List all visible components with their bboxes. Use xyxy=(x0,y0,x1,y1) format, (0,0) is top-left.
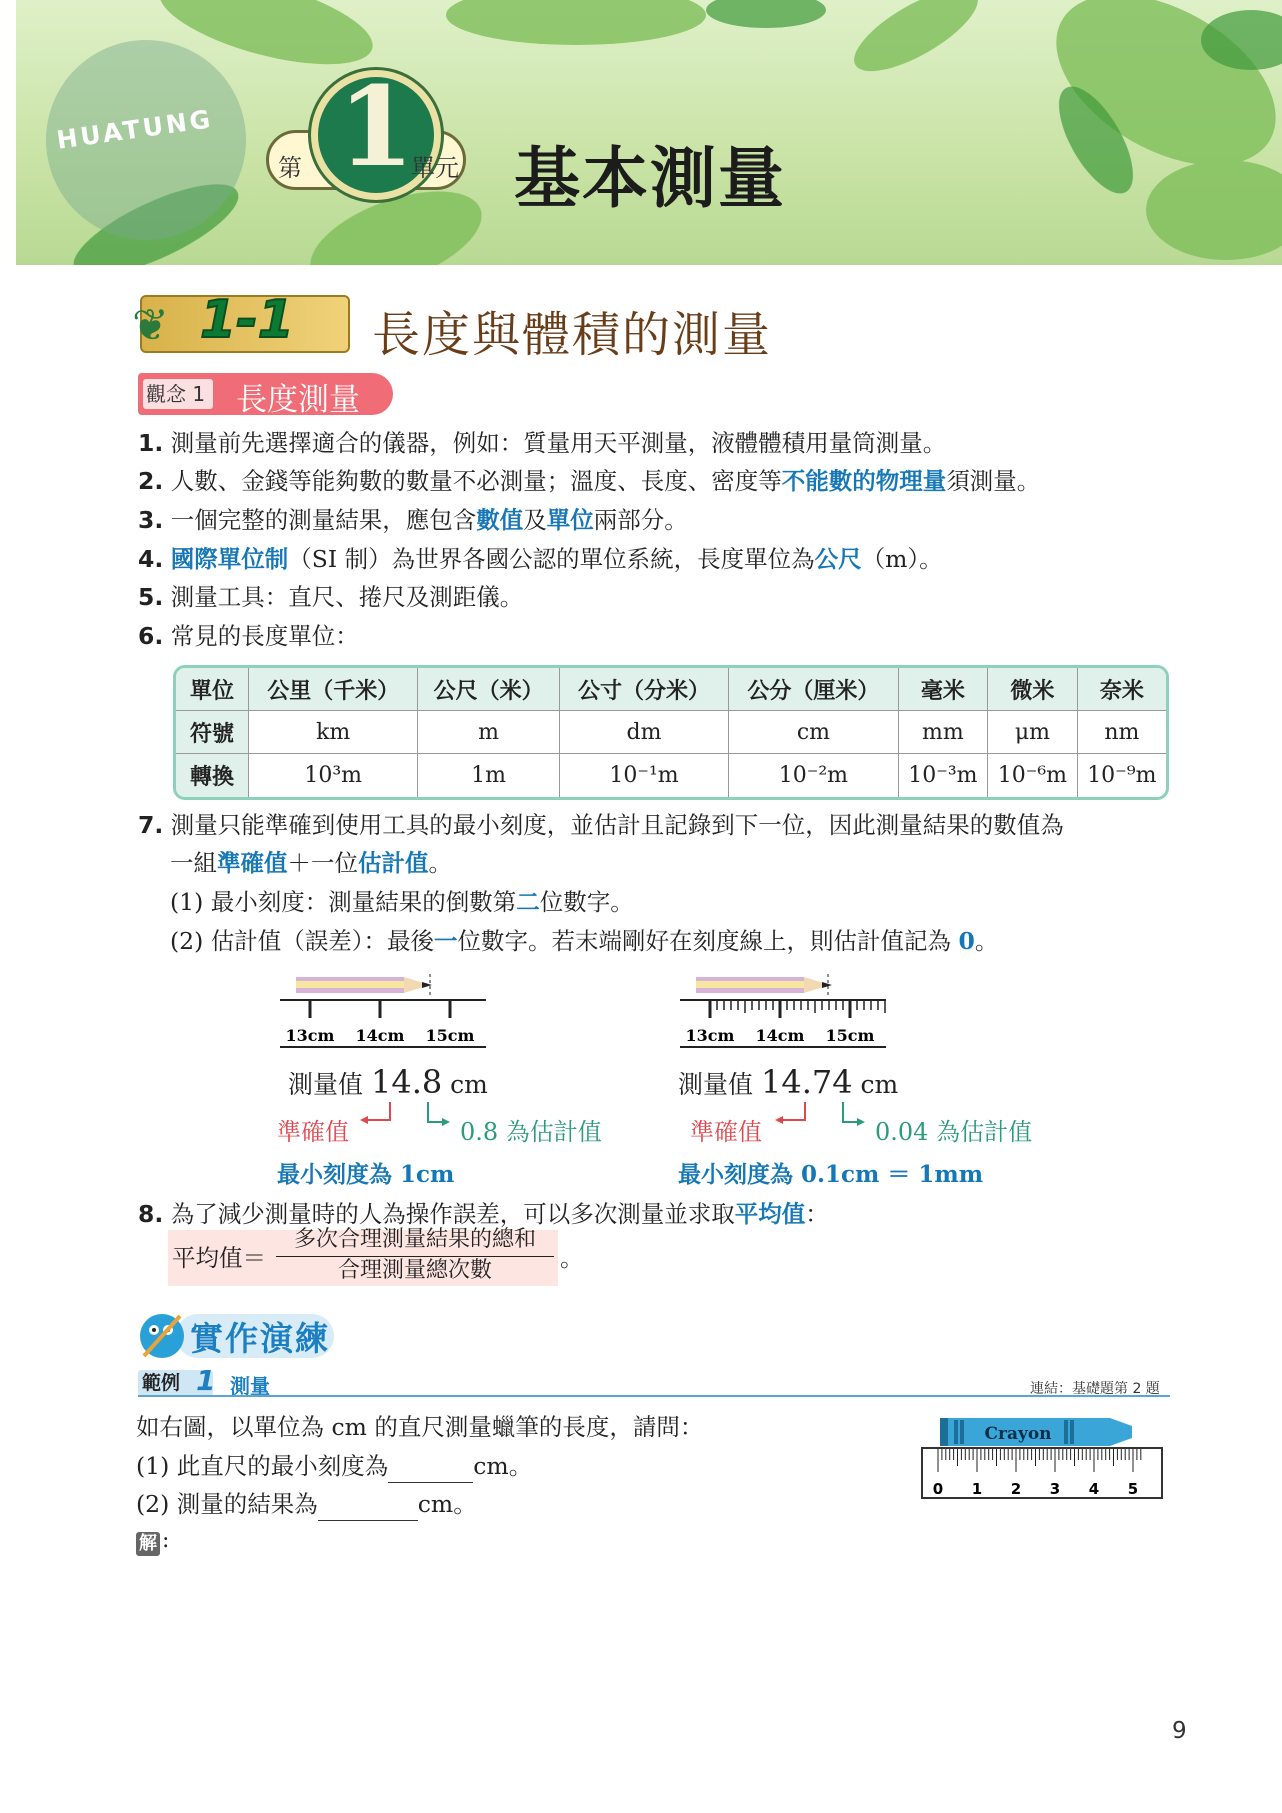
table-cell: dm xyxy=(560,711,729,754)
table-cell: km xyxy=(249,711,418,754)
ruler-number: 1 xyxy=(971,1480,983,1498)
unit-suffix: 單元 xyxy=(411,154,459,182)
table-header-row xyxy=(176,668,1166,711)
measurement-1: 測量值 14.8 cm xyxy=(288,1063,488,1101)
min-scale-label-1: 最小刻度為 1cm xyxy=(277,1161,455,1188)
table-cell: 轉換 xyxy=(176,754,249,797)
publisher-logo-text: HUATUNG xyxy=(54,104,215,155)
table-cell: 1m xyxy=(418,754,559,797)
solution-label: 解 xyxy=(136,1532,160,1556)
ruler-tick-label: 15cm xyxy=(825,1026,875,1045)
ruler-tick-label: 15cm xyxy=(425,1026,475,1045)
example-number: 1 xyxy=(196,1364,216,1397)
length-unit-table xyxy=(173,665,1169,800)
practice-title: 實作演練 xyxy=(190,1319,330,1358)
crayon-ruler-figure xyxy=(920,1412,1172,1502)
formula-numerator: 多次合理測量結果的總和 xyxy=(293,1227,536,1252)
ruler-tick-label: 13cm xyxy=(285,1026,335,1045)
example-q1: (1) 此直尺的最小刻度為 cm。 xyxy=(136,1449,532,1483)
example-title: 測量 xyxy=(230,1374,270,1398)
ruler-number: 2 xyxy=(1010,1480,1022,1498)
formula-label: 平均值＝ xyxy=(172,1244,266,1272)
table-cell: 10⁻²m xyxy=(729,754,898,797)
example-link-text: 連結：基礎題第 2 題 xyxy=(1030,1381,1160,1397)
annotation-arrows-1 xyxy=(360,1100,450,1140)
example-divider xyxy=(138,1395,1170,1397)
section-number: 1-1 xyxy=(200,290,294,350)
ruler-number: 4 xyxy=(1088,1480,1100,1498)
table-cell: mm xyxy=(899,711,989,754)
concept-point: 1. 測量前先選擇適合的儀器，例如：質量用天平測量，液體體積用量筒測量。 xyxy=(138,429,947,457)
ruler-number: 5 xyxy=(1127,1480,1139,1498)
example-q2: (2) 測量的結果為 cm。 xyxy=(136,1487,477,1521)
table-cell: 10⁻³m xyxy=(899,754,989,797)
concept-label: 觀念 1 xyxy=(143,379,213,409)
estimate-label-2: 0.04 為估計值 xyxy=(875,1118,1033,1146)
formula-denominator: 合理測量總次數 xyxy=(337,1258,492,1283)
table-cell: 10⁻¹m xyxy=(560,754,729,797)
fern-leaf-icon: ❦ xyxy=(132,300,169,351)
unit-prefix: 第 xyxy=(278,154,302,182)
table-cell: 符號 xyxy=(176,711,249,754)
point-7-sub-1: (1) 最小刻度：測量結果的倒數第二位數字。 xyxy=(170,888,634,916)
concept-point: 5. 測量工具：直尺、捲尺及測距儀。 xyxy=(138,583,524,611)
concept-point: 6. 常見的長度單位： xyxy=(138,622,359,650)
table-cell: cm xyxy=(729,711,898,754)
ruler-tick-label: 14cm xyxy=(755,1026,805,1045)
table-cell: m xyxy=(418,711,559,754)
pencil-ruler-figure-1 xyxy=(270,968,500,1050)
concept-point: 3. 一個完整的測量結果，應包含數值及單位兩部分。 xyxy=(138,506,688,534)
table-cell: 10⁻⁶m xyxy=(988,754,1078,797)
example-question: 如右圖，以單位為 cm 的直尺測量蠟筆的長度，請問： xyxy=(136,1413,704,1441)
ruler-tick-label: 14cm xyxy=(355,1026,405,1045)
ruler-number: 0 xyxy=(932,1480,944,1498)
concept-point: 2. 人數、金錢等能夠數的數量不必測量；溫度、長度、密度等不能數的物理量須測量。 xyxy=(138,467,1041,495)
page-number: 9 xyxy=(1172,1718,1187,1744)
unit-number: 1 xyxy=(337,62,415,191)
crayon-label: Crayon xyxy=(984,1424,1052,1444)
formula-end: 。 xyxy=(560,1244,584,1272)
table-header-cell: 公尺（米） xyxy=(418,668,559,711)
concept-title: 長度測量 xyxy=(236,382,360,418)
table-header-cell: 毫米 xyxy=(899,668,989,711)
ruler-number: 3 xyxy=(1049,1480,1061,1498)
table-row xyxy=(176,711,1166,754)
point-7-line-1: 7. 測量只能準確到使用工具的最小刻度，並估計且記錄到下一位，因此測量結果的數值為 xyxy=(138,811,1064,839)
table-cell: 10³m xyxy=(249,754,418,797)
section-title: 長度與體積的測量 xyxy=(372,307,773,363)
point-7-sub-2: (2) 估計值（誤差）：最後一位數字。若末端剛好在刻度線上，則估計值記為 0。 xyxy=(170,927,999,955)
accurate-value-label-2: 準確值 xyxy=(690,1118,762,1146)
solution-colon: : xyxy=(162,1528,170,1553)
estimate-label-1: 0.8 為估計值 xyxy=(460,1118,602,1146)
table-row xyxy=(176,754,1166,797)
ruler-tick-label: 13cm xyxy=(685,1026,735,1045)
table-cell: μm xyxy=(988,711,1078,754)
table-header-cell: 公里（千米） xyxy=(249,668,418,711)
min-scale-label-2: 最小刻度為 0.1cm ＝ 1mm xyxy=(678,1161,984,1188)
answer-blank-2[interactable] xyxy=(318,1495,418,1521)
annotation-arrows-2 xyxy=(775,1100,865,1140)
point-8: 8. 為了減少測量時的人為操作誤差，可以多次測量並求取平均值： xyxy=(138,1200,829,1228)
table-cell: nm xyxy=(1078,711,1166,754)
table-header-cell: 單位 xyxy=(176,668,249,711)
unit-title: 基本測量 xyxy=(514,140,786,217)
point-7-line-2: 一組準確值＋一位估計值。 xyxy=(170,849,452,877)
table-header-cell: 奈米 xyxy=(1078,668,1166,711)
table-header-cell: 公寸（分米） xyxy=(560,668,729,711)
accurate-value-label-1: 準確值 xyxy=(277,1118,349,1146)
answer-blank-1[interactable] xyxy=(388,1457,473,1483)
concept-point: 4. 國際單位制（SI 制）為世界各國公認的單位系統，長度單位為公尺（m）。 xyxy=(138,545,943,573)
measurement-2: 測量值 14.74 cm xyxy=(678,1063,899,1101)
example-tag: 範例 xyxy=(138,1370,213,1396)
pencil-ruler-figure-2 xyxy=(670,968,900,1050)
chapter-banner xyxy=(16,0,1282,265)
table-cell: 10⁻⁹m xyxy=(1087,763,1157,788)
table-header-cell: 公分（厘米） xyxy=(729,668,898,711)
table-header-cell: 微米 xyxy=(988,668,1078,711)
